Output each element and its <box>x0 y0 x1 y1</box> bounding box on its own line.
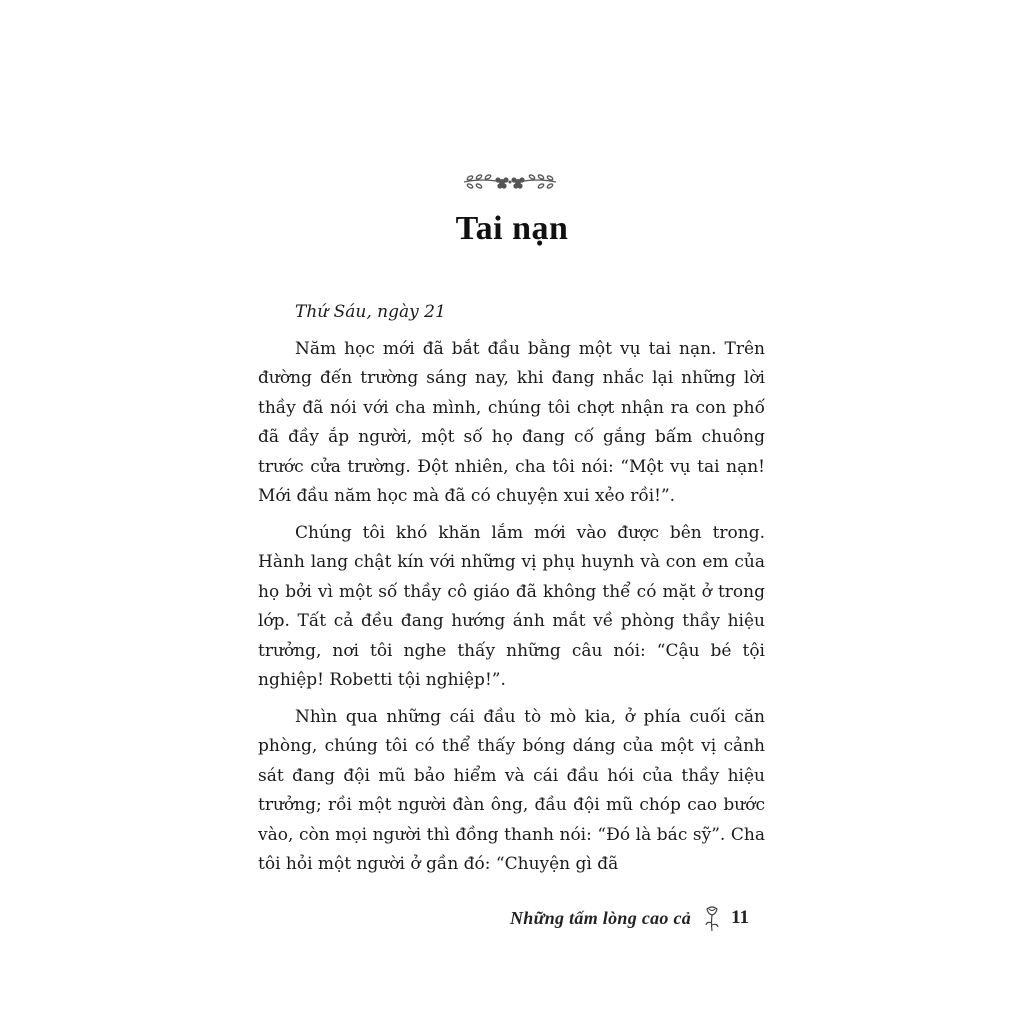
paragraph: Nhìn qua những cái đầu tò mò kia, ở phía cuối căn phòng, chúng tôi có thể thấy bóng dáng của một vị cảnh sát đang đội mũ bảo hiểm và cái đầu hói của thầy hiệu trưởng; rồi một người đàn ông, đầu đội mũ chóp cao bước vào, còn mọi người thì đồng thanh nói: “Đó là bác sỹ”. Cha tôi hỏi một người ở gần đó: “Chuyện gì đã <box>258 706 765 874</box>
chapter-title: Tai nạn <box>455 210 569 247</box>
date-line: Thứ Sáu, ngày 21 <box>295 302 446 322</box>
paragraph: Chúng tôi khó khăn lắm mới vào được bên trong. Hành lang chật kín với những vị phụ huynh và con em của họ bởi vì một số thầy cô giáo đã không thể có mặt ở trong lớp. Tất cả đều đang hướng ánh mắt về phòng thầy hiệu trưởng, nơi tôi nghe thấy những câu nói: “Cậu bé tội nghiệp! Robetti tội nghiệp!”. <box>258 522 765 690</box>
body-text <box>258 298 765 887</box>
floral-divider-icon <box>462 168 558 196</box>
book-title: Những tấm lòng cao cả <box>510 907 692 928</box>
page-footer <box>510 902 770 934</box>
flower-sprig-icon <box>701 903 723 933</box>
paragraph: Năm học mới đã bắt đầu bằng một vụ tai nạn. Trên đường đến trường sáng nay, khi đang nhắc lại những lời thầy đã nói với cha mình, chúng tôi chợt nhận ra con phố đã đầy ắp người, một số họ đang cố gắng bấm chuông trước cửa trường. Đột nhiên, cha tôi nói: “Một vụ tai nạn! Mới đầu năm học mà đã có chuyện xui xẻo rồi!”. <box>258 338 765 506</box>
page-number: 11 <box>731 907 750 928</box>
